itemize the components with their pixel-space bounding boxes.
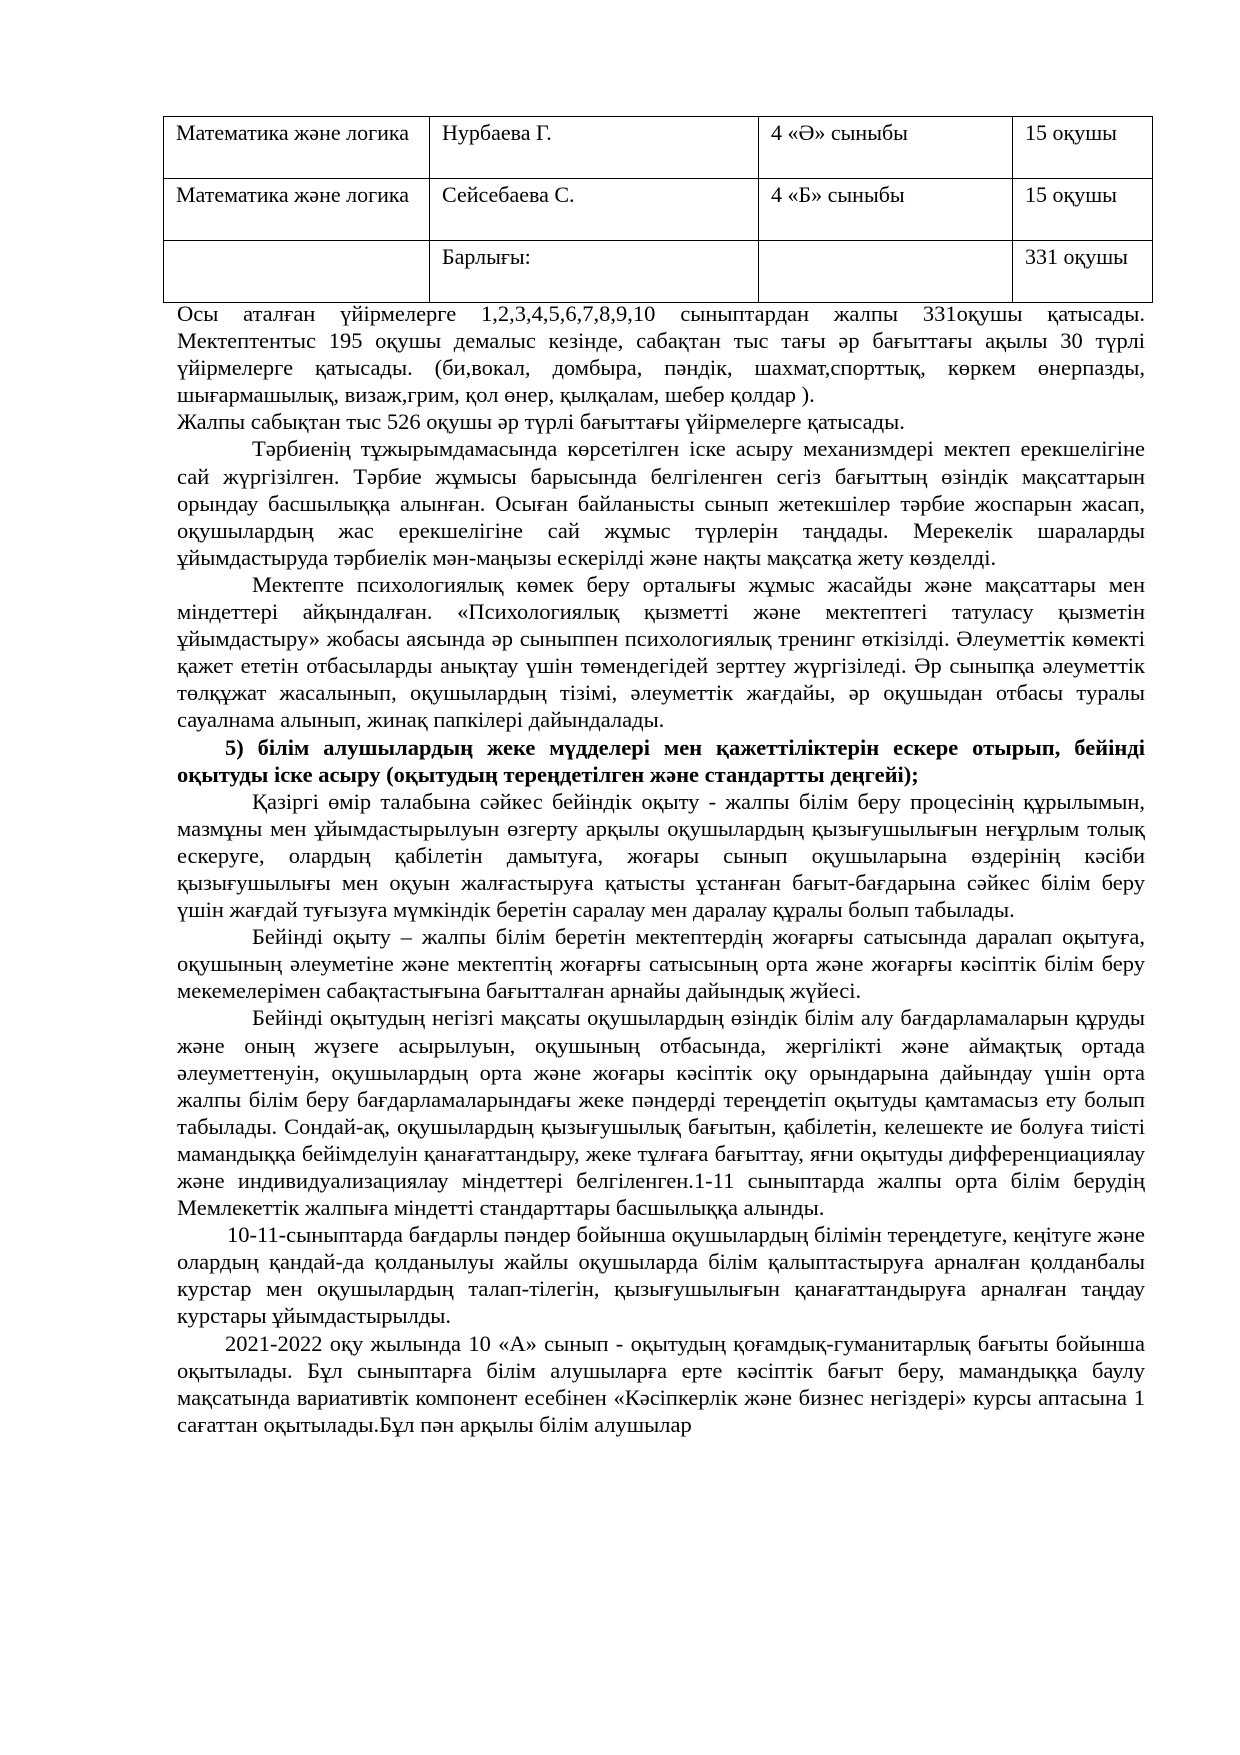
- paragraph: Бейінді оқытудың негізгі мақсаты оқушылардың өзіндік білім алу бағдарламаларын құруды және оның жүзеге асырылуын, оқушының отбасында, жергілікті және аймақтық ортада әлеуметтенуін, оқушылардың орта және жоғары кәсіптік оқу орындарына дайындау үшін орта жалпы білім беру бағдарламаларындағы жеке пәндерді тереңдетіп оқытуды қамтамасыз ету болып табылады. Сондай-ақ, оқушылардың қызығушылық бағытын, қабілетін, келешекте ие болуға тиісті мамандыққа бейімделуін қанағаттандыру, жеке тұлғаға бағыттау, яғни оқытуды дифференциациялау және индивидуализациялау міндеттері белгіленген.1-11 сыныптарда жалпы орта білім берудің Мемлекеттік жалпыға міндетті стандарттары басшылыққа алынды.: [177, 1005, 1145, 1221]
- subject-cell: [164, 241, 430, 303]
- table-row-total: [164, 241, 1153, 303]
- clubs-table: [163, 116, 1153, 303]
- class-cell: [759, 241, 1013, 303]
- students-cell: 15 оқушы: [1013, 117, 1153, 179]
- section-heading: 5) білім алушылардың жеке мүдделері мен қажеттіліктерін ескере отырып, бейінді оқытуды іске асыру (оқытудың тереңдетілген және стандартты деңгейі);: [177, 734, 1145, 787]
- paragraph: 2021-2022 оқу жылында 10 «А» сынып - оқытудың қоғамдық-гуманитарлық бағыты бойынша оқытылады. Бұл сыныптарға білім алушыларға ерте кәсіптік бағыт беру, мамандыққа баулу мақсатында вариативтік компонент есебінен «Кәсіпкерлік және бизнес негіздері» курсы аптасына 1 сағаттан оқытылады.Бұл пән арқылы білім алушылар: [177, 1330, 1145, 1437]
- teacher-cell: Сейсебаева С.: [430, 179, 759, 241]
- paragraph: Осы аталған үйірмелерге 1,2,3,4,5,6,7,8,9,10 сыныптардан жалпы 331оқушы қатысады. Мектептентыс 195 оқушы демалыс кезінде, сабақтан тыс тағы әр бағыттағы ақылы 30 түрлі үйірмелерге қатысады. (би,вокал, домбыра, пәндік, шахмат,спорттық, көркем өнерпазды, шығармашылық, визаж,грим, қол өнер, қылқалам, шебер қолдар ).: [177, 301, 1145, 408]
- paragraph: Мектепте психологиялық көмек беру орталығы жұмыс жасайды және мақсаттары мен міндеттері айқындалған. «Психологиялық қызметті және мектептегі татуласу қызметін ұйымдастыру» жобасы аясында әр сыныппен психологиялық тренинг өткізілді. Әлеуметтік көмекті қажет ететін отбасыларды анықтау үшін төмендегідей зерттеу жүргізіледі. Әр сыныпқа әлеуметтік төлқұжат жасалынып, оқушылардың тізімі, әлеуметтік жағдайы, әр оқушыдан отбасы туралы сауалнама алынып, жинақ папкілері дайындалады.: [177, 571, 1145, 733]
- class-cell: 4 «Ә» сыныбы: [759, 117, 1013, 179]
- subject-cell: Математика және логика: [164, 117, 430, 179]
- subject-cell: Математика және логика: [164, 179, 430, 241]
- students-cell: 15 оқушы: [1013, 179, 1153, 241]
- paragraph: 10-11-сыныптарда бағдарлы пәндер бойынша оқушылардың білімін тереңдетуге, кеңітуге және олардың қандай-да қолданылуы жайлы оқушыларда білім қалыптастыруға арналған қолданбалы курстар мен оқушылардың талап-тілегін, қызығушылығын қанағаттандыруға арналған таңдау курстары ұйымдастырылды.: [177, 1222, 1145, 1329]
- paragraph: Бейінді оқыту – жалпы білім беретін мектептердің жоғарғы сатысында даралап оқытуға, оқушының әлеуметіне және мектептің жоғарғы сатысының орта және жоғарғы кәсіптік білім беру мекемелерімен сабақтастығына бағытталған арнайы дайындық жүйесі.: [177, 924, 1145, 1004]
- class-cell: 4 «Б» сыныбы: [759, 179, 1013, 241]
- paragraph: Қазіргі өмір талабына сәйкес бейіндік оқыту - жалпы білім беру процесінің құрылымын, мазмұны мен ұйымдастырылуын өзгерту арқылы оқушылардың қызығушылығын неғұрлым толық ескеруге, олардың қабілетін дамытуға, жоғары сынып оқушыларына өздерінің кәсіби қызығушылығы мен оқуын жалғастыруға қатысты ұстанған бағыт-бағдарына сәйкес білім беру үшін жағдай туғызуға мүмкіндік беретін саралау мен даралау құралы болып табылады.: [177, 788, 1145, 923]
- total-students-cell: 331 оқушы: [1013, 241, 1153, 303]
- paragraph: Жалпы сабықтан тыс 526 оқушы әр түрлі бағыттағы үйірмелерге қатысады.: [177, 409, 905, 435]
- table-row: [164, 179, 1153, 241]
- paragraph: Тәрбиенің тұжырымдамасында көрсетілген іске асыру механизмдері мектеп ерекшелігіне сай жүргізілген. Тәрбие жұмысы барысында белгіленген сегіз бағыттың өзіндік мақсаттарын орындау басшылыққа алынған. Осыған байланысты сынып жетекшілер тәрбие жоспарын жасап, оқушылардың жас ерекшелігіне сай жұмыс түрлерін таңдады. Мерекелік шараларды ұйымдастыруда тәрбиелік мән-маңызы ескерілді және нақты мақсатқа жету көзделді.: [177, 436, 1145, 570]
- teacher-cell: Нурбаева Г.: [430, 117, 759, 179]
- total-label-cell: Барлығы:: [430, 241, 759, 303]
- document-body: [177, 300, 1145, 1438]
- table-row: [164, 117, 1153, 179]
